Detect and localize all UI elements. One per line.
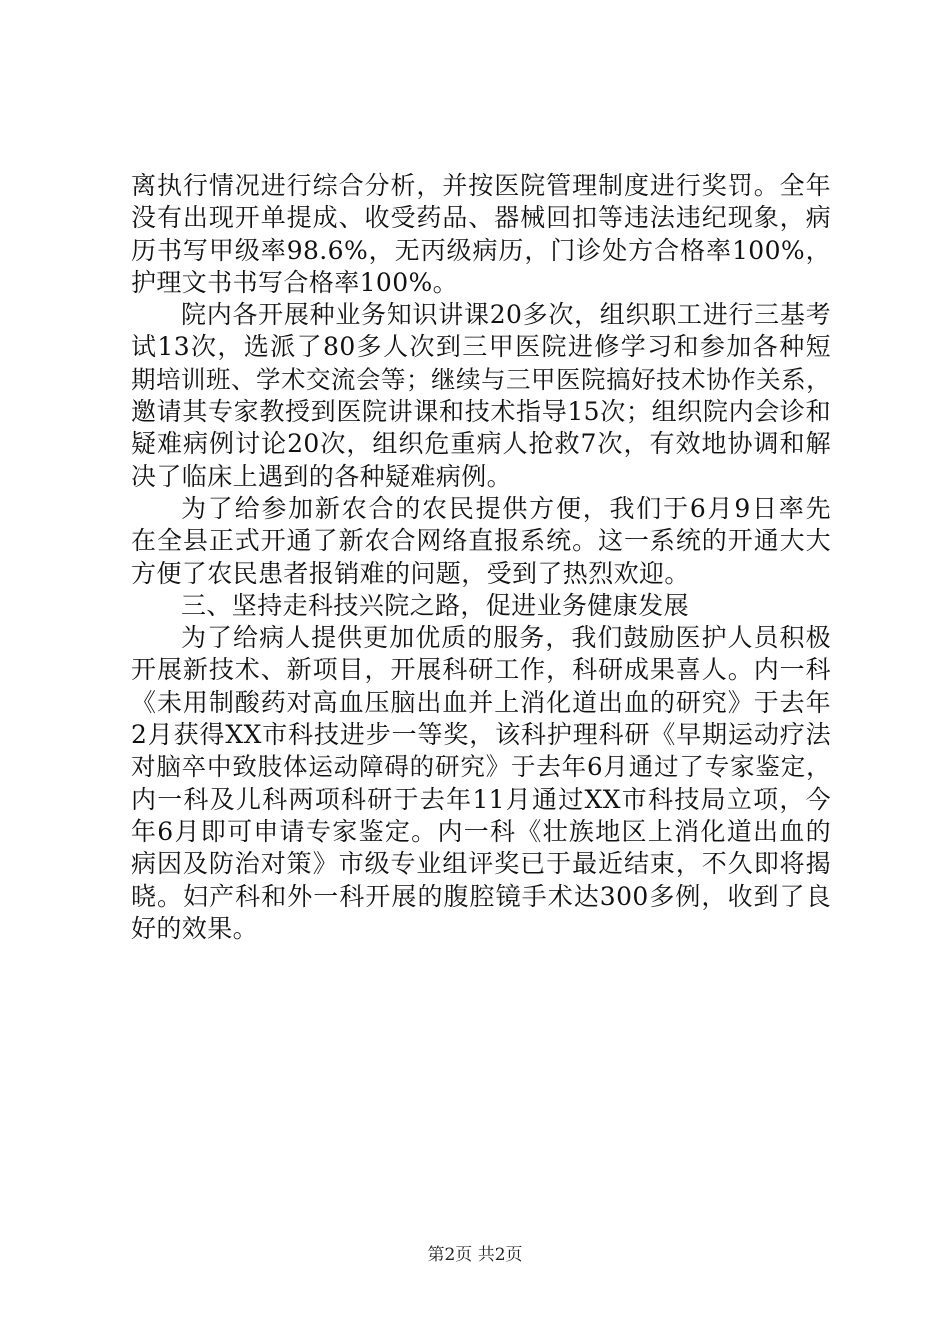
text-line: 方便了农民患者报销难的问题，受到了热烈欢迎。: [131, 558, 690, 588]
text-line: 期培训班、学术交流会等；继续与三甲医院搞好技术协作关系，: [131, 364, 831, 394]
section-heading: 三、坚持走科技兴院之路，促进业务健康发展: [181, 590, 690, 620]
text-line: 好的效果。: [131, 913, 259, 943]
text-line: 年6月即可申请专家鉴定。内一科《壮族地区上消化道出血的: [131, 816, 831, 846]
text-line: 在全县正式开通了新农合网络直报系统。这一系统的开通大大: [131, 526, 831, 556]
text-line: 院内各开展种业务知识讲课20多次，组织职工进行三基考: [181, 300, 831, 330]
text-line: 没有出现开单提成、收受药品、器械回扣等违法违纪现象，病: [131, 203, 831, 233]
text-line: 内一科及儿科两项科研于去年11月通过XX市科技局立项，今: [131, 784, 831, 814]
text-line: 病因及防治对策》市级专业组评奖已于最近结束，不久即将揭: [131, 849, 831, 879]
text-line: 离执行情况进行综合分析，并按医院管理制度进行奖罚。全年: [131, 171, 831, 200]
text-line: 为了给病人提供更加优质的服务，我们鼓励医护人员积极: [181, 623, 831, 653]
text-line: 晓。妇产科和外一科开展的腹腔镜手术达300多例，收到了良: [131, 881, 831, 911]
text-line: 开展新技术、新项目，开展科研工作，科研成果喜人。内一科: [131, 655, 831, 685]
text-line: 为了给参加新农合的农民提供方便，我们于6月9日率先: [181, 493, 831, 523]
text-line: 对脑卒中致肢体运动障碍的研究》于去年6月通过了专家鉴定，: [131, 752, 831, 782]
page-number: 第2页 共2页: [427, 1245, 523, 1265]
text-line: 2月获得XX市科技进步一等奖，该科护理科研《早期运动疗法: [131, 720, 831, 750]
text-line: 试13次，选派了80多人次到三甲医院进修学习和参加各种短: [131, 332, 831, 362]
document-body: [131, 170, 831, 945]
text-line: 决了临床上遇到的各种疑难病例。: [131, 461, 513, 491]
text-line: 疑难病例讨论20次，组织危重病人抢救7次，有效地协调和解: [131, 429, 831, 459]
text-line: 《未用制酸药对高血压脑出血并上消化道出血的研究》于去年: [131, 687, 831, 717]
text-line: 护理文书书写合格率100%。: [131, 267, 459, 297]
text-line: 历书写甲级率98.6%，无丙级病历，门诊处方合格率100%，: [131, 235, 831, 265]
text-line: 邀请其专家教授到医院讲课和技术指导15次；组织院内会诊和: [131, 397, 831, 427]
